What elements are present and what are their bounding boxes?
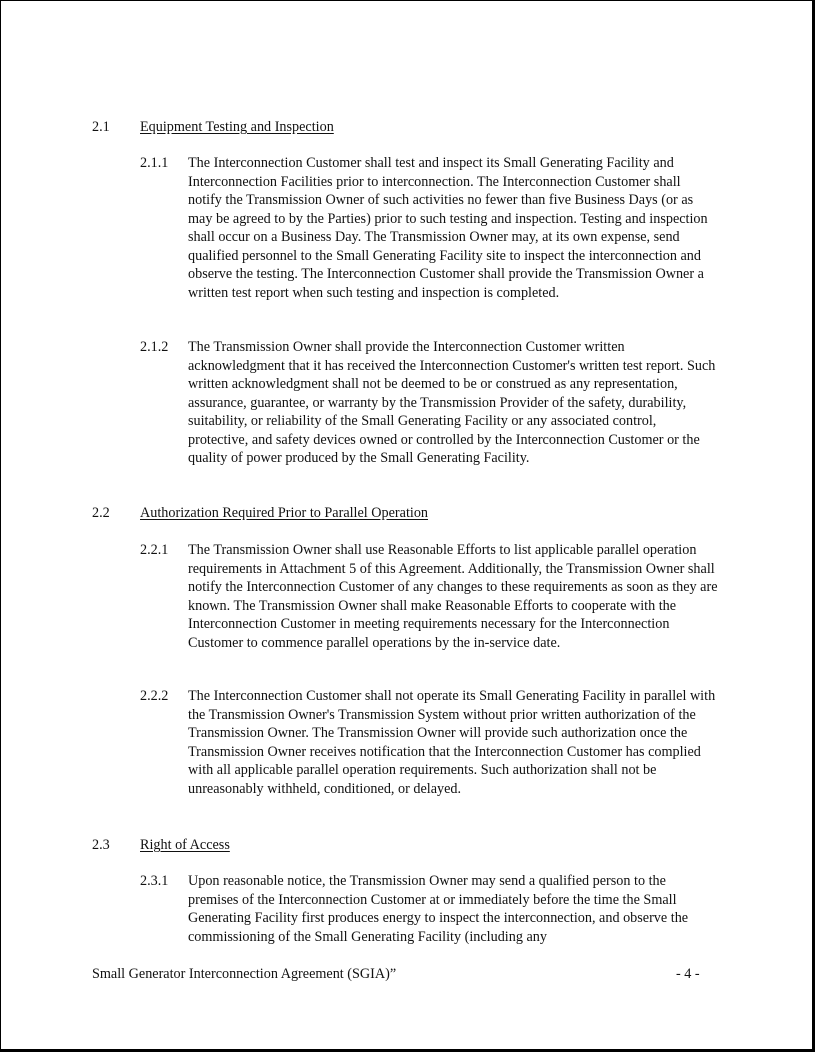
- clause-text: The Interconnection Customer shall test and inspect its Small Generating Facility and Interconnection Facilities prior to interconnection. The Interconnection Customer shall notify the Transmission Owner of such activities no fewer than five Business Days (or as may be agreed to by the Parties) prior to such testing and inspection. Testing and inspection shall occur on a Business Day. The Transmission Owner may, at its own expense, send qualified personnel to the Small Generating Facility site to inspect the interconnection and observe the testing. The Interconnection Customer shall provide the Transmission Owner a written test report when such testing and inspection is completed.: [188, 155, 708, 301]
- section-title: Right of Access: [140, 837, 230, 853]
- clause-text: The Transmission Owner shall provide the Interconnection Customer written acknowledgment that it has received the Interconnection Customer's written test report. Such written acknowledgment shall not be deemed to be or construed as any representation, assurance, guarantee, or warranty by the Transmission Provider of the safety, durability, suitability, or reliability of the Small Generating Facility or any associated control, protective, and safety devices owned or controlled by the Interconnection Customer or the quality of power produced by the Small Generating Facility.: [188, 339, 716, 466]
- section-number: 2.2: [92, 505, 110, 521]
- page-number: - 4 -: [676, 966, 700, 982]
- clause-number: 2.1.1: [140, 155, 169, 171]
- clause-number: 2.2.1: [140, 542, 169, 558]
- section-title: Authorization Required Prior to Parallel Operation: [140, 505, 429, 521]
- section-number: 2.1: [92, 119, 110, 135]
- clause-number: 2.2.2: [140, 688, 169, 704]
- clause-number: 2.1.2: [140, 339, 169, 355]
- section-number: 2.3: [92, 837, 110, 853]
- section-title: Equipment Testing and Inspection: [140, 119, 334, 135]
- clause-text: The Interconnection Customer shall not operate its Small Generating Facility in parallel with the Transmission Owner's Transmission System without prior written authorization of the Transmission Owner. The Transmission Owner will provide such authorization once the Transmission Owner receives notification that the Interconnection Customer has complied with all applicable parallel operation requirements. Such authorization shall not be unreasonably withheld, conditioned, or delayed.: [188, 688, 716, 797]
- clause-text: The Transmission Owner shall use Reasonable Efforts to list applicable parallel operation requirements in Attachment 5 of this Agreement. Additionally, the Transmission Owner shall notify the Interconnection Customer of any changes to these requirements as soon as they are known. The Transmission Owner shall make Reasonable Efforts to cooperate with the Interconnection Customer in meeting requirements necessary for the Interconnection Customer to commence parallel operations by the in-service date.: [188, 542, 718, 651]
- footer-title: Small Generator Interconnection Agreement (SGIA)”: [92, 966, 397, 982]
- clause-number: 2.3.1: [140, 873, 169, 889]
- clause-text: Upon reasonable notice, the Transmission Owner may send a qualified person to the premises of the Interconnection Customer at or immediately before the time the Small Generating Facility first produces energy to inspect the interconnection, and observe the commissioning of the Small Generating Facility (including any: [188, 873, 689, 945]
